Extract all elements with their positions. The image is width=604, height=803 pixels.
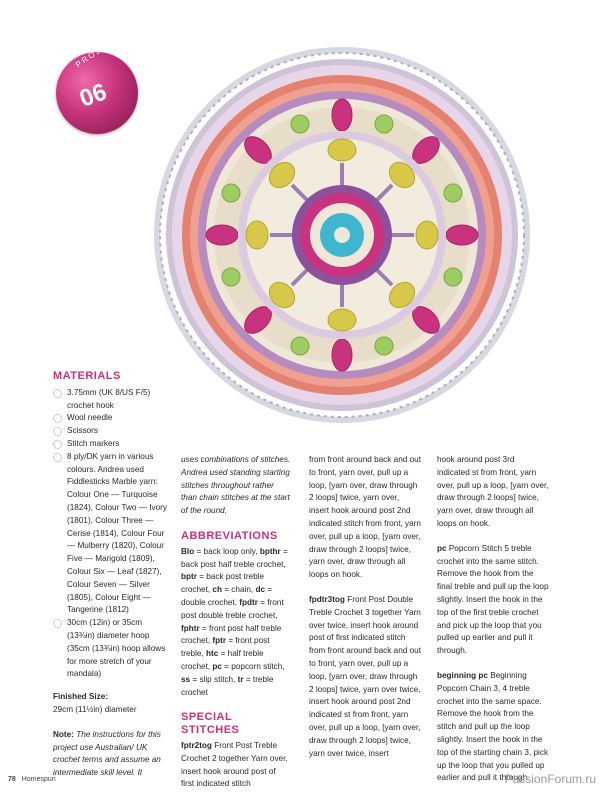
beginning-popcorn-text: beginning pc Beginning Popcorn Chain 3, 4 treble crochet into the same space. Remove the hook from the stitch and pull up the loop slightly. Insert the hook in the top of the starting chain 3, pick up the loop that you pulled up earlier and pull it through. [437, 670, 549, 783]
list-item: 30cm (12in) or 35cm (13¾in) diameter hoop (35cm (13¾in) hoop allows for more stretch of your mandala) [53, 617, 171, 681]
abbreviations-text: Blo = back loop only, bpthr = back post half treble crochet, bptr = back post treble crochet, ch = chain, dc = double crochet, fpdtr = front post double treble crochet, fphtr = front post half treble crochet, fptr = front post treble, htc = half treble crochet, pc = popcorn stitch, ss = slip stitch, tr = treble crochet [181, 546, 288, 697]
materials-heading: MATERIALS [53, 370, 121, 382]
badge-label: PROJECT [74, 32, 122, 70]
watermark: PassionForum.ru [504, 772, 596, 786]
abbreviations-column [181, 454, 291, 803]
checkbox-icon [53, 389, 62, 398]
page-number: 78 [8, 776, 16, 783]
mandala-photo [152, 45, 532, 425]
note-text: The instructions for this project use Australian/ UK crochet terms and assume an intermediate skill level. It [53, 729, 161, 778]
checkbox-icon [53, 427, 62, 436]
instructions-column-3 [309, 454, 421, 772]
magazine-name: Homespun [21, 776, 56, 783]
fpdtr3tog-continued: hook around post 3rd indicated st from front, yarn over, pull up a loop, [yarn over, draw through 2 loops] twice, yarn over, draw through all loops on hook. [437, 455, 549, 528]
materials-list [53, 387, 171, 681]
checkbox-icon [53, 440, 62, 449]
abbreviations-heading: ABBREVIATIONS [181, 529, 278, 542]
list-item: Wool needle [53, 412, 171, 425]
page-footer [8, 776, 56, 783]
fptr2tog-text: fptr2tog Front Post Treble Crochet 2 together Yarn over, insert hook around post of first indicated stitch [181, 740, 288, 789]
project-badge [56, 32, 138, 134]
list-item: Stitch markers [53, 438, 171, 451]
badge-number: 06 [76, 78, 111, 113]
list-item: 3.75mm (UK 8/US F/5) crochet hook [53, 387, 171, 413]
checkbox-icon [53, 619, 62, 628]
checkbox-icon [53, 414, 62, 423]
finished-size-label: Finished Size: [53, 692, 109, 702]
note-label: Note: [53, 729, 74, 739]
list-item: 8 ply/DK yarn in various colours. Andrea used Fiddlesticks Marble yarn: Colour One — Turquoise (1824), Colour Two — Ivory (1801), Colour Three — Cerise (1814), Colour Four — Mulberry (1820), Colour Five — Marigold (1809), Colour Six — Leaf (1827), Colour Seven — Silver (1805), Colour Eight — Tangerine (1812) [53, 451, 171, 617]
fptr2tog-continued: from front around back and out to front, yarn over, pull up a loop, [yarn over, draw through 2 loops] twice, yarn over, insert hook around post 2nd indicated stitch from front, yarn over, pull up a loop, [yarn over, draw through 2 loops] twice, yarn over, draw through all loops on hook. [309, 455, 421, 580]
list-item: Scissors [53, 425, 171, 438]
materials-column [53, 370, 171, 792]
checkbox-icon [53, 453, 62, 462]
popcorn-text: pc Popcorn Stitch 5 treble crochet into the same stitch. Remove the hook from the final treble and pull up the loop slightly. Insert the hook in the top of the first treble crochet and pick up the loop that you pulled up earlier and pull it through. [437, 543, 549, 656]
intro-text: uses combinations of stitches. Andrea used standing starting stitches throughout rather than chain stitches at the start of the round. [181, 455, 291, 516]
fpdtr3tog-text: fpdtr3tog Front Post Double Treble Crochet 3 together Yarn over twice, insert hook around post of first indicated stitch from front around back and out to front, yarn over, pull up a loop, [yarn over, draw through 2 loops] twice, yarn over twice, insert hook around post 2nd indicated st from front, yarn over, pull up a loop, [yarn over, draw through 2 loops] twice, yarn over twice, insert [309, 594, 421, 758]
special-stitches-heading: SPECIAL STITCHES [181, 711, 240, 737]
instructions-column-4 [437, 454, 549, 797]
finished-size-value: 29cm (11½in) diameter [53, 704, 137, 714]
